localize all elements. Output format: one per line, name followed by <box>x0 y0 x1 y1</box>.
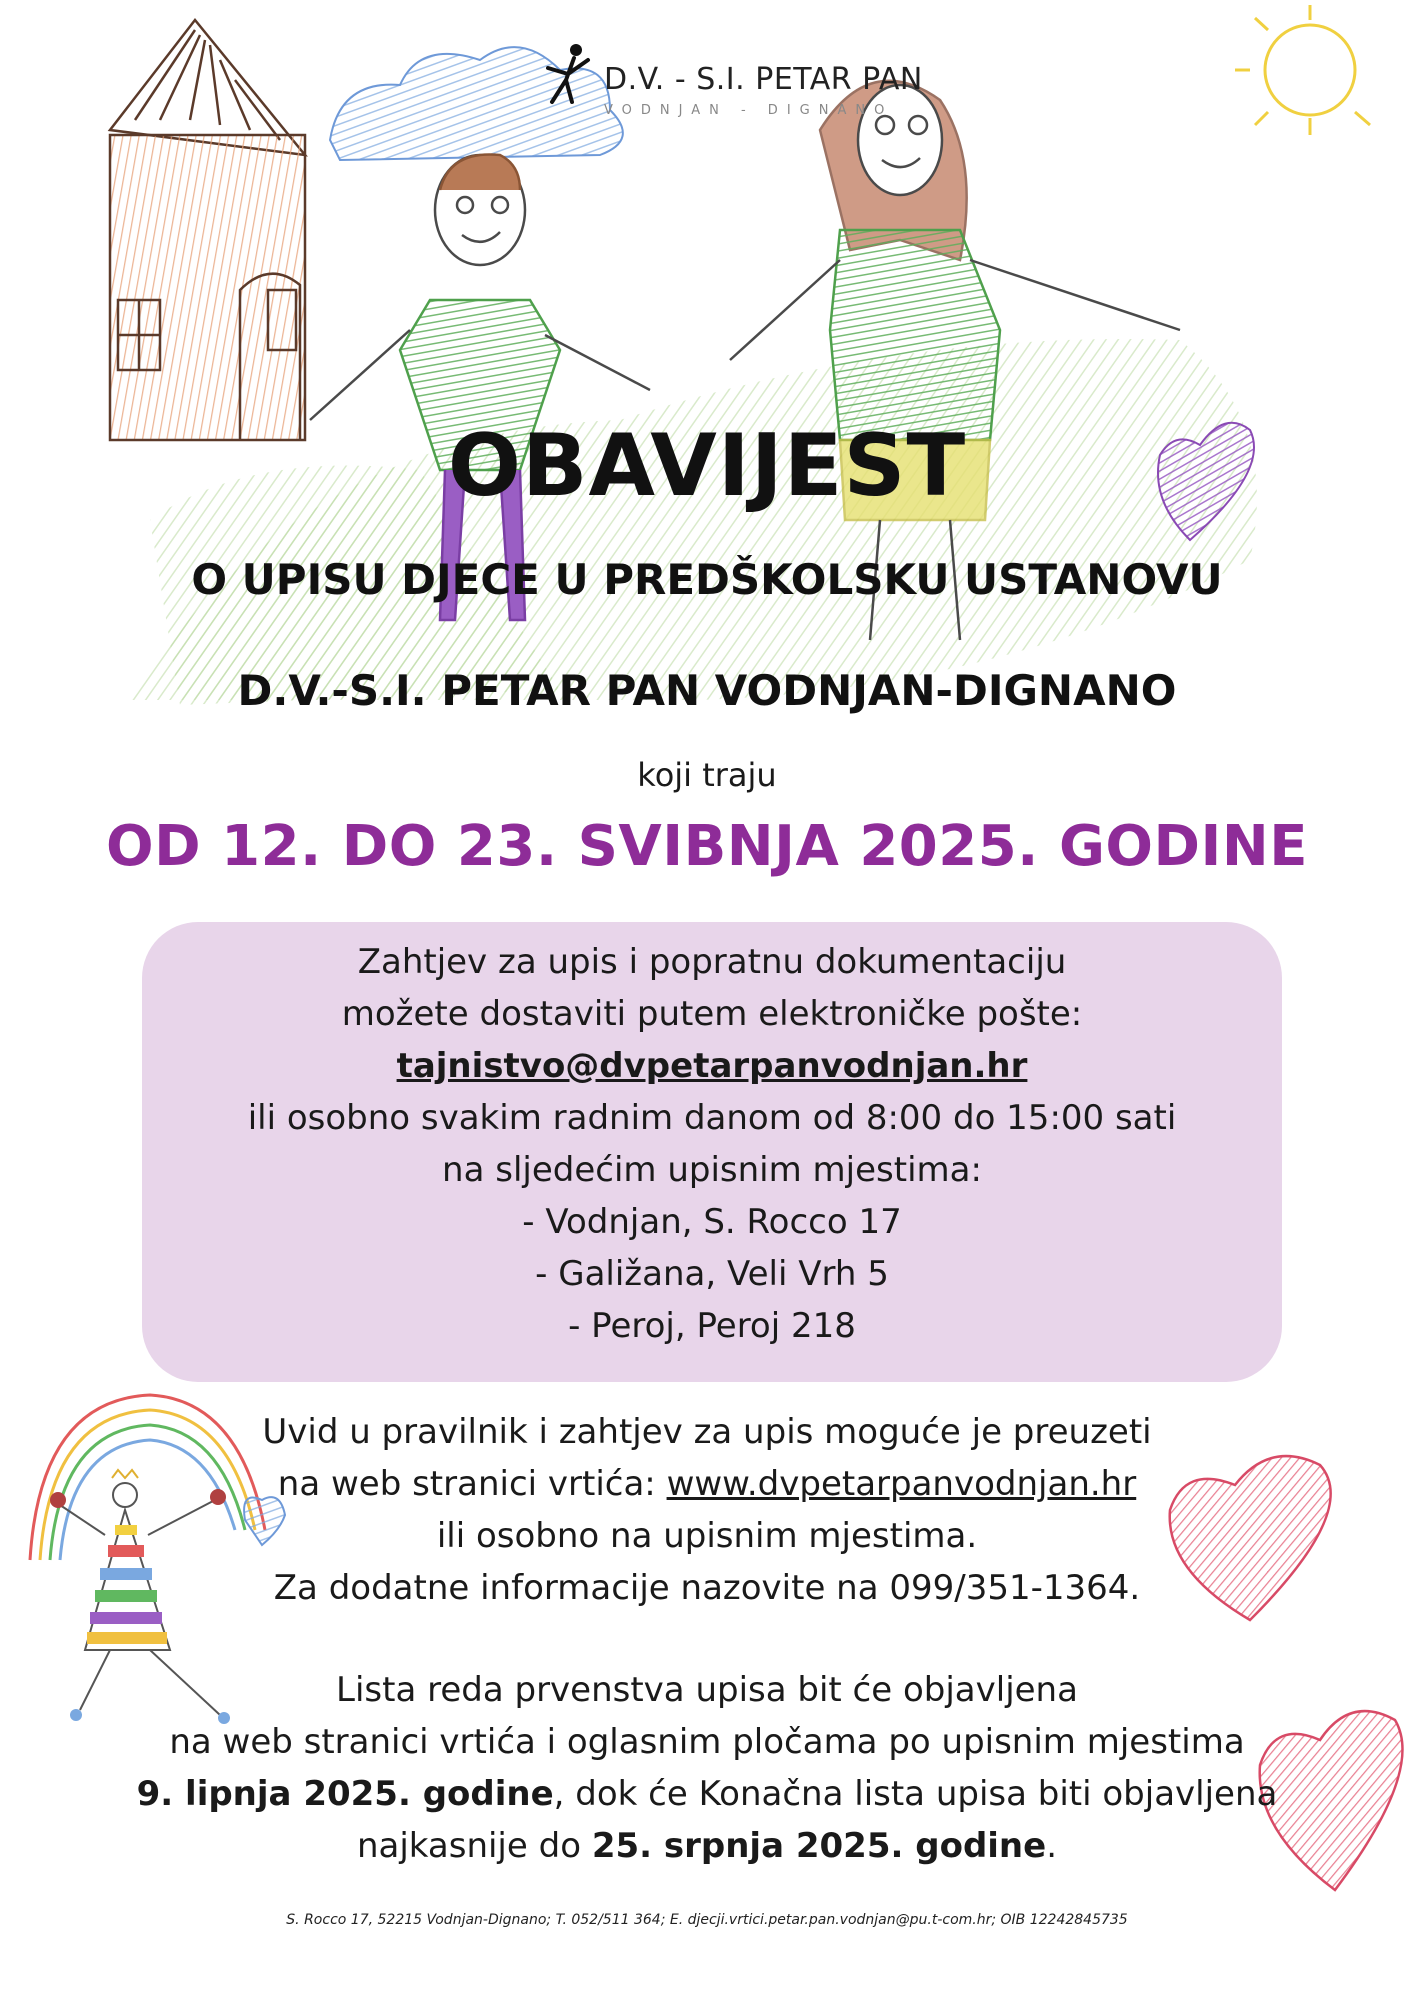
location-peroj: - Peroj, Peroj 218 <box>568 1306 856 1346</box>
web-info-prefix: na web stranici vrtića: <box>277 1464 667 1504</box>
logo-name: D.V. - S.I. PETAR PAN <box>604 62 923 97</box>
page-subtitle: O UPISU DJECE U PREDŠKOLSKU USTANOVU <box>191 555 1223 604</box>
web-info-line-3: ili osobno na upisnim mjestima. <box>436 1516 978 1556</box>
info-line-4: ili osobno svakim radnim danom od 8:00 do 15:00 sati <box>247 1098 1177 1138</box>
house-drawing <box>110 20 305 440</box>
web-info-line-4: Za dodatne informacije nazovite na 099/351-1364. <box>273 1568 1141 1608</box>
logo-subtitle: VODNJAN - DIGNANO <box>604 103 894 118</box>
date-range: OD 12. DO 23. SVIBNJA 2025. GODINE <box>106 814 1308 879</box>
info-line-2: možete dostaviti putem elektroničke pošte: <box>341 994 1083 1034</box>
list-info-line-4 <box>0 1826 1414 1866</box>
page-title: OBAVIJEST <box>447 416 967 516</box>
web-info-line-1: Uvid u pravilnik i zahtjev za upis moguće je preuzeti <box>262 1412 1152 1452</box>
footer-contact: S. Rocco 17, 52215 Vodnjan-Dignano; T. 052/511 364; E. djecji.vrtici.petar.pan.vodnjan@pu.t-com.hr; OIB 12242845735 <box>286 1912 1128 1928</box>
web-info-line-2 <box>0 1464 1414 1504</box>
info-line-1: Zahtjev za upis i popratnu dokumentaciju <box>357 942 1067 982</box>
organization-name: D.V.-S.I. PETAR PAN VODNJAN-DIGNANO <box>237 666 1177 715</box>
info-line-5: na sljedećim upisnim mjestima: <box>442 1150 982 1190</box>
list-info-line-3 <box>0 1774 1414 1814</box>
list-date-bold: 9. lipnja 2025. godine <box>136 1774 554 1814</box>
email-link[interactable]: tajnistvo@dvpetarpanvodnjan.hr <box>396 1046 1028 1086</box>
list-info-line-2: na web stranici vrtića i oglasnim pločama po upisnim mjestima <box>169 1722 1245 1762</box>
final-list-date-bold: 25. srpnja 2025. godine <box>591 1826 1047 1866</box>
final-list-prefix: najkasnije do <box>356 1826 592 1866</box>
flying-child-logo-icon <box>538 40 598 120</box>
final-list-suffix: . <box>1046 1826 1058 1866</box>
location-vodnjan: - Vodnjan, S. Rocco 17 <box>522 1202 902 1242</box>
sun-drawing <box>1235 5 1370 135</box>
list-info-line-1: Lista reda prvenstva upisa bit će objavljena <box>336 1670 1078 1710</box>
list-info-line-3-rest: , dok će Konačna lista upisa biti objavljena <box>553 1774 1278 1814</box>
location-galizana: - Galižana, Veli Vrh 5 <box>535 1254 889 1294</box>
website-link[interactable]: www.dvpetarpanvodnjan.hr <box>666 1464 1137 1504</box>
lead-text: koji traju <box>637 756 777 794</box>
